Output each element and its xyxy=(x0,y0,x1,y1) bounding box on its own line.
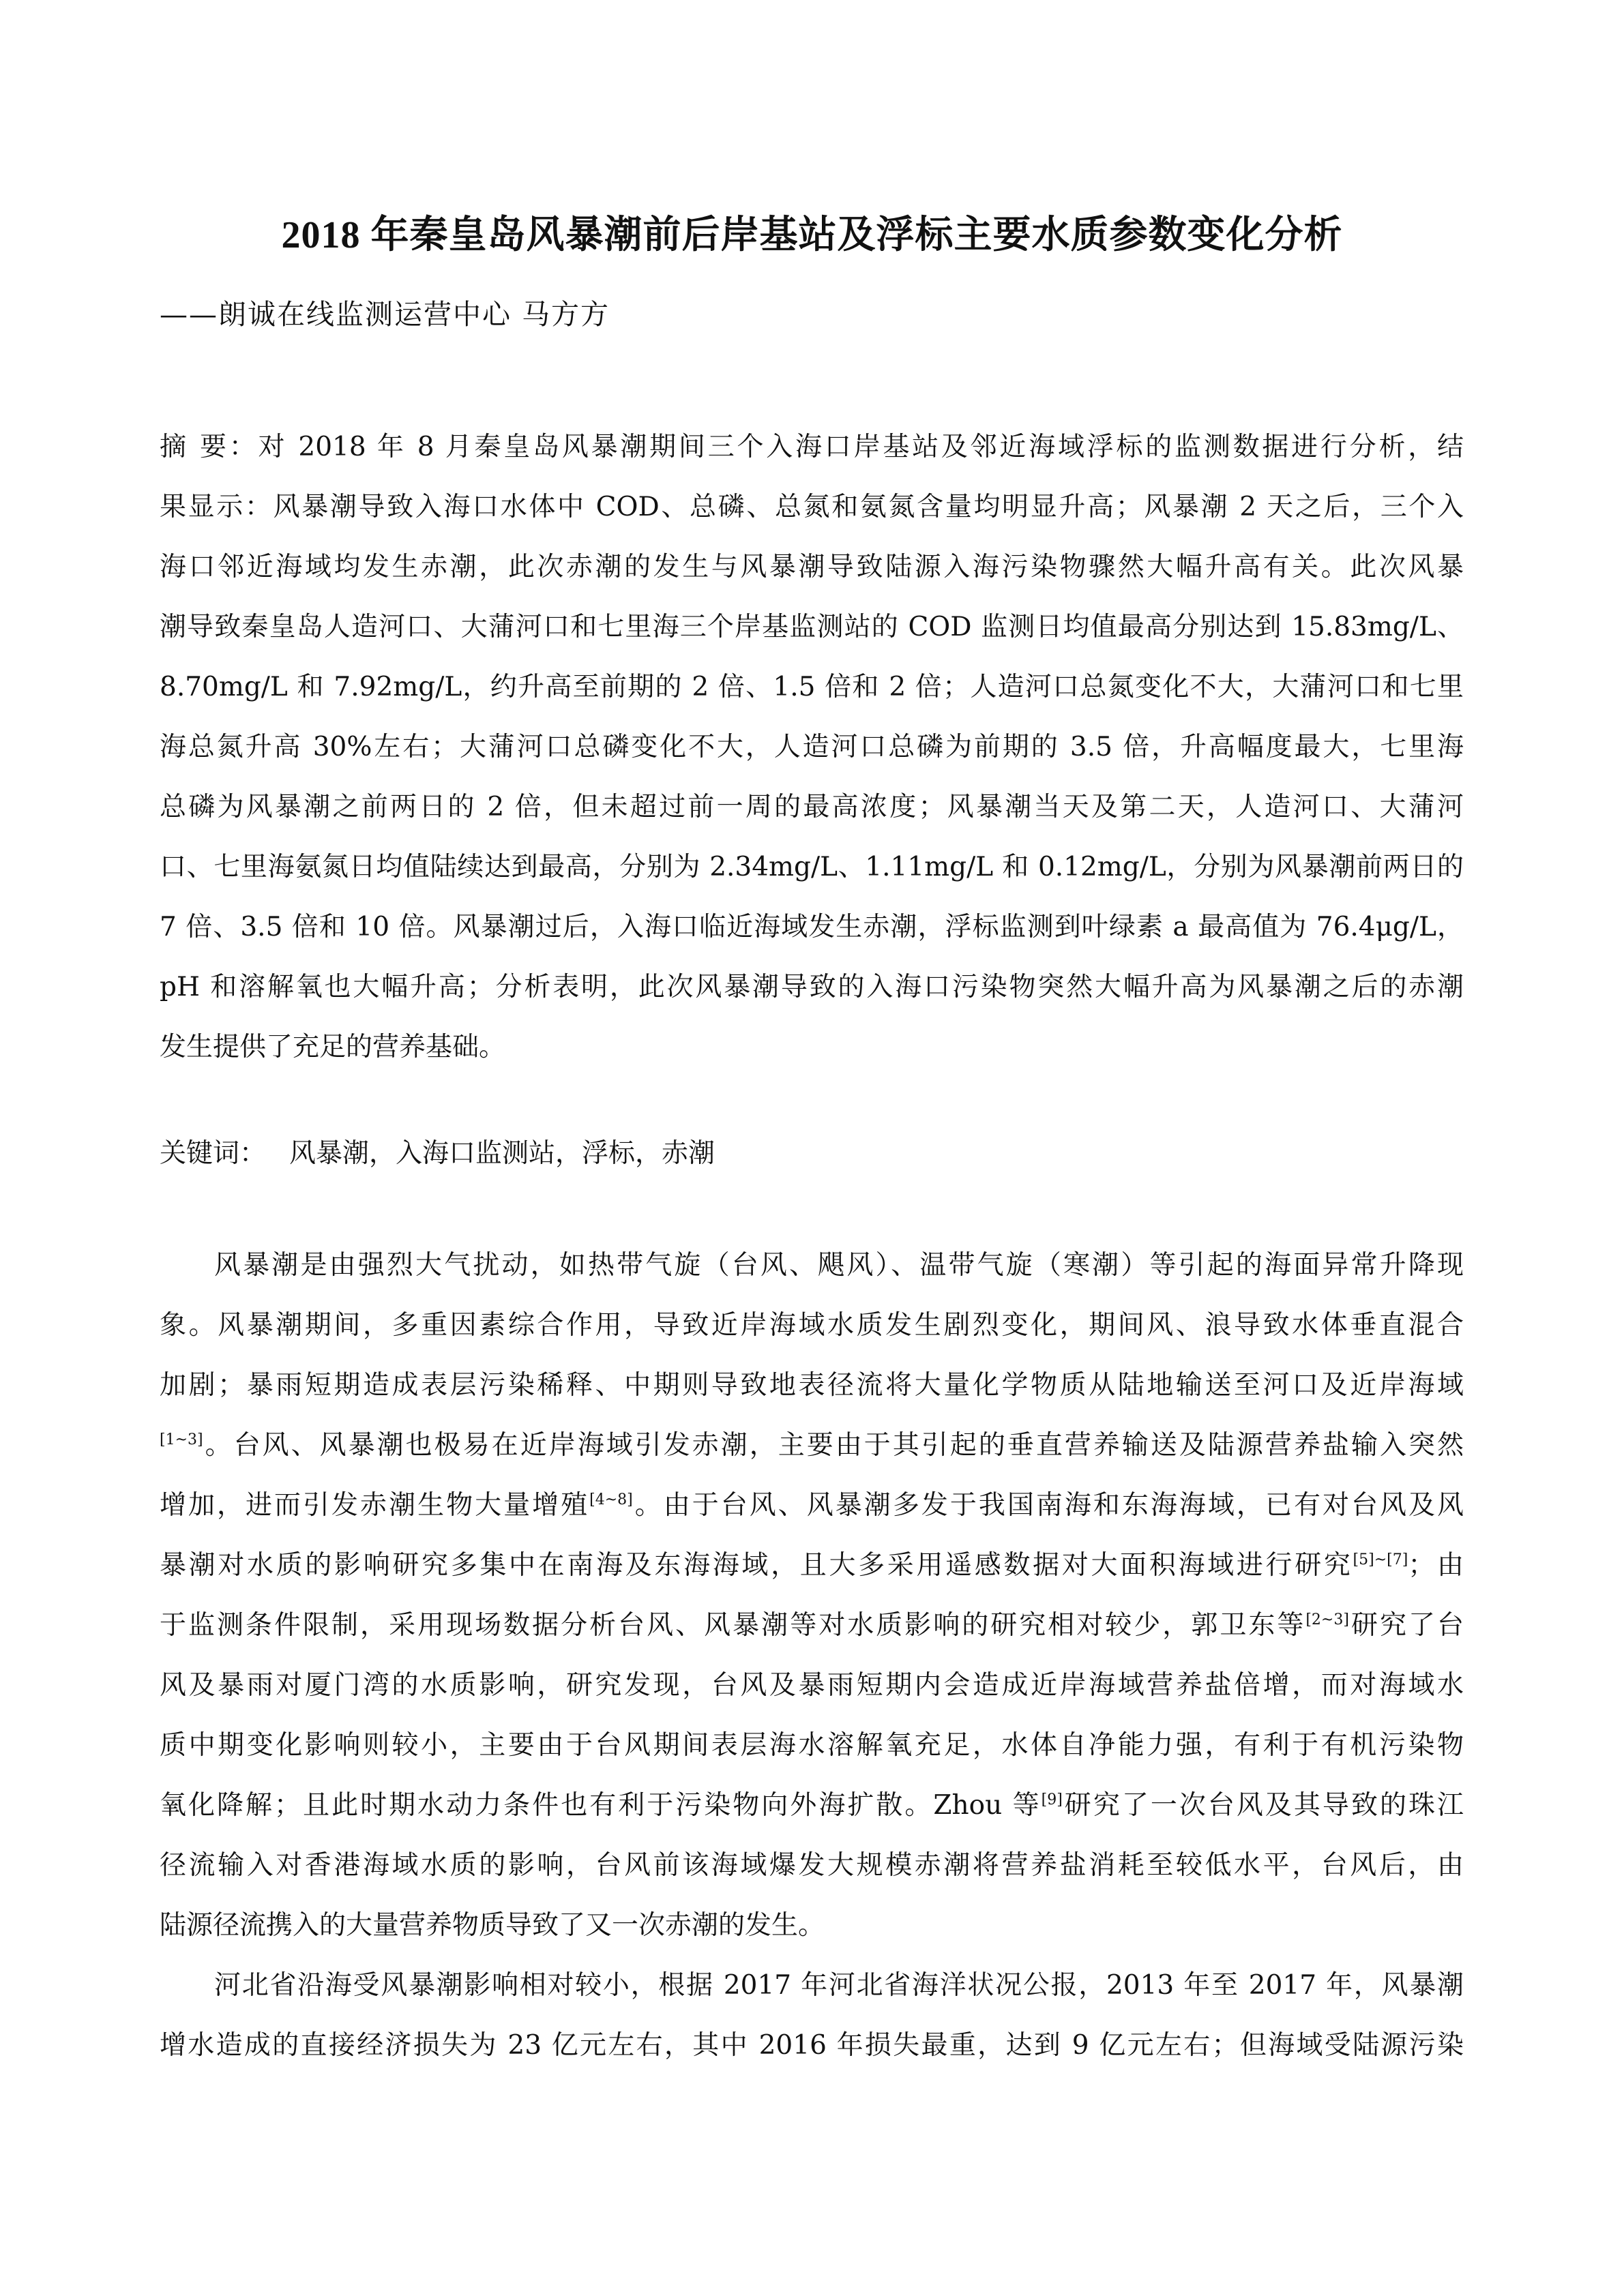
abstract-line: 果显示：风暴潮导致入海口水体中 COD、总磷、总氮和氨氮含量均明显升高；风暴潮 2 天之后，三个入 xyxy=(160,492,1464,522)
body-line-text: 氧化降解；且此时期水动力条件也有利于污染物向外海扩散。Zhou 等 xyxy=(160,1790,1042,1821)
citation: [9] xyxy=(1041,1791,1063,1808)
abstract-line: 7 倍、3.5 倍和 10 倍。风暴潮过后，入海口临近海域发生赤潮，浮标监测到叶绿素 a 最高值为 76.4μg/L， xyxy=(160,912,1464,942)
abstract-line: 8.70mg/L 和 7.92mg/L，约升高至前期的 2 倍、1.5 倍和 2 倍；人造河口总氮变化不大，大蒲河口和七里 xyxy=(160,672,1464,702)
abstract-line: 海口邻近海域均发生赤潮，此次赤潮的发生与风暴潮导致陆源入海污染物骤然大幅升高有关。此次风暴 xyxy=(160,552,1464,582)
abstract-paragraph xyxy=(160,417,1464,1077)
body-line-text: ；由 xyxy=(1408,1550,1464,1581)
document-author-line: ——朗诚在线监测运营中心 马方方 xyxy=(160,298,610,331)
keywords-section xyxy=(160,1124,1464,1184)
body-line-text: 。台风、风暴潮也极易在近岸海域引发赤潮，主要由于其引起的垂直营养输送及陆源营养盐输入突然 xyxy=(203,1430,1464,1461)
citation: [1~3] xyxy=(160,1431,203,1448)
citation: [2~3] xyxy=(1305,1611,1349,1628)
body-line xyxy=(160,1476,1464,1536)
body-line: 象。风暴潮期间，多重因素综合作用，导致近岸海域水质发生剧烈变化，期间风、浪导致水体垂直混合 xyxy=(160,1310,1464,1341)
body-paragraph-2 xyxy=(160,1956,1464,2076)
body-line xyxy=(160,1596,1464,1656)
body-line: 风及暴雨对厦门湾的水质影响，研究发现，台风及暴雨短期内会造成近岸海域营养盐倍增，而对海域水 xyxy=(160,1670,1464,1701)
document-title: 2018 年秦皇岛风暴潮前后岸基站及浮标主要水质参数变化分析 xyxy=(281,214,1343,256)
body-line-text: 研究了一次台风及其导致的珠江 xyxy=(1062,1790,1464,1821)
abstract-line: 发生提供了充足的营养基础。 xyxy=(160,1032,506,1062)
body-line: 增水造成的直接经济损失为 23 亿元左右，其中 2016 年损失最重，达到 9 亿元左右；但海域受陆源污染 xyxy=(160,2030,1464,2061)
abstract-label: 摘 要： xyxy=(160,432,259,462)
abstract-line-text: 对 2018 年 8 月秦皇岛风暴潮期间三个入海口岸基站及邻近海域浮标的监测数据进行分析，结 xyxy=(258,432,1464,462)
body-line-text: 于监测条件限制，采用现场数据分析台风、风暴潮等对水质影响的研究相对较少，郭卫东等 xyxy=(160,1610,1306,1641)
body-line-text: 。由于台风、风暴潮多发于我国南海和东海海域，已有对台风及风 xyxy=(632,1490,1464,1521)
body-section xyxy=(160,1236,1464,2076)
body-line: 河北省沿海受风暴潮影响相对较小，根据 2017 年河北省海洋状况公报，2013 年至 2017 年，风暴潮 xyxy=(214,1970,1464,2001)
body-line: 径流输入对香港海域水质的影响，台风前该海域爆发大规模赤潮将营养盐消耗至较低水平，台风后，由 xyxy=(160,1850,1464,1881)
body-line: 质中期变化影响则较小，主要由于台风期间表层海水溶解氧充足，水体自净能力强，有利于有机污染物 xyxy=(160,1730,1464,1761)
abstract-line xyxy=(160,417,1464,477)
body-line: 陆源径流携入的大量营养物质导致了又一次赤潮的发生。 xyxy=(160,1910,825,1941)
abstract-line: 口、七里海氨氮日均值陆续达到最高，分别为 2.34mg/L、1.11mg/L 和 0.12mg/L，分别为风暴潮前两日的 xyxy=(160,852,1464,882)
body-line: 加剧；暴雨短期造成表层污染稀释、中期则导致地表径流将大量化学物质从陆地输送至河口及近岸海域 xyxy=(160,1370,1464,1401)
body-line xyxy=(160,1416,1464,1476)
abstract-line: pH 和溶解氧也大幅升高；分析表明，此次风暴潮导致的入海口污染物突然大幅升高为风暴潮之后的赤潮 xyxy=(160,972,1464,1002)
keywords-label: 关键词： xyxy=(160,1138,267,1169)
abstract-section xyxy=(160,417,1464,1077)
body-line xyxy=(160,1776,1464,1836)
body-line: 风暴潮是由强烈大气扰动，如热带气旋（台风、飓风）、温带气旋（寒潮）等引起的海面异常升降现 xyxy=(214,1250,1464,1281)
abstract-line: 潮导致秦皇岛人造河口、大蒲河口和七里海三个岸基监测站的 COD 监测日均值最高分别达到 15.83mg/L、 xyxy=(160,612,1464,642)
body-line-text: 暴潮对水质的影响研究多集中在南海及东海海域，且大多采用遥感数据对大面积海域进行研究 xyxy=(160,1550,1353,1581)
citation: [5]~[7] xyxy=(1353,1551,1408,1568)
keywords-text: 风暴潮，入海口监测站，浮标，赤潮 xyxy=(289,1138,715,1169)
body-line-text: 研究了台 xyxy=(1348,1610,1464,1641)
citation: [4~8] xyxy=(589,1491,633,1508)
body-line xyxy=(160,1536,1464,1596)
abstract-line: 总磷为风暴潮之前两日的 2 倍，但未超过前一周的最高浓度；风暴潮当天及第二天，人造河口、大蒲河 xyxy=(160,792,1464,822)
abstract-line: 海总氮升高 30%左右；大蒲河口总磷变化不大，人造河口总磷为前期的 3.5 倍，升高幅度最大，七里海 xyxy=(160,732,1464,762)
body-paragraph-1 xyxy=(160,1236,1464,1956)
body-line-text: 增加，进而引发赤潮生物大量增殖 xyxy=(160,1490,590,1521)
